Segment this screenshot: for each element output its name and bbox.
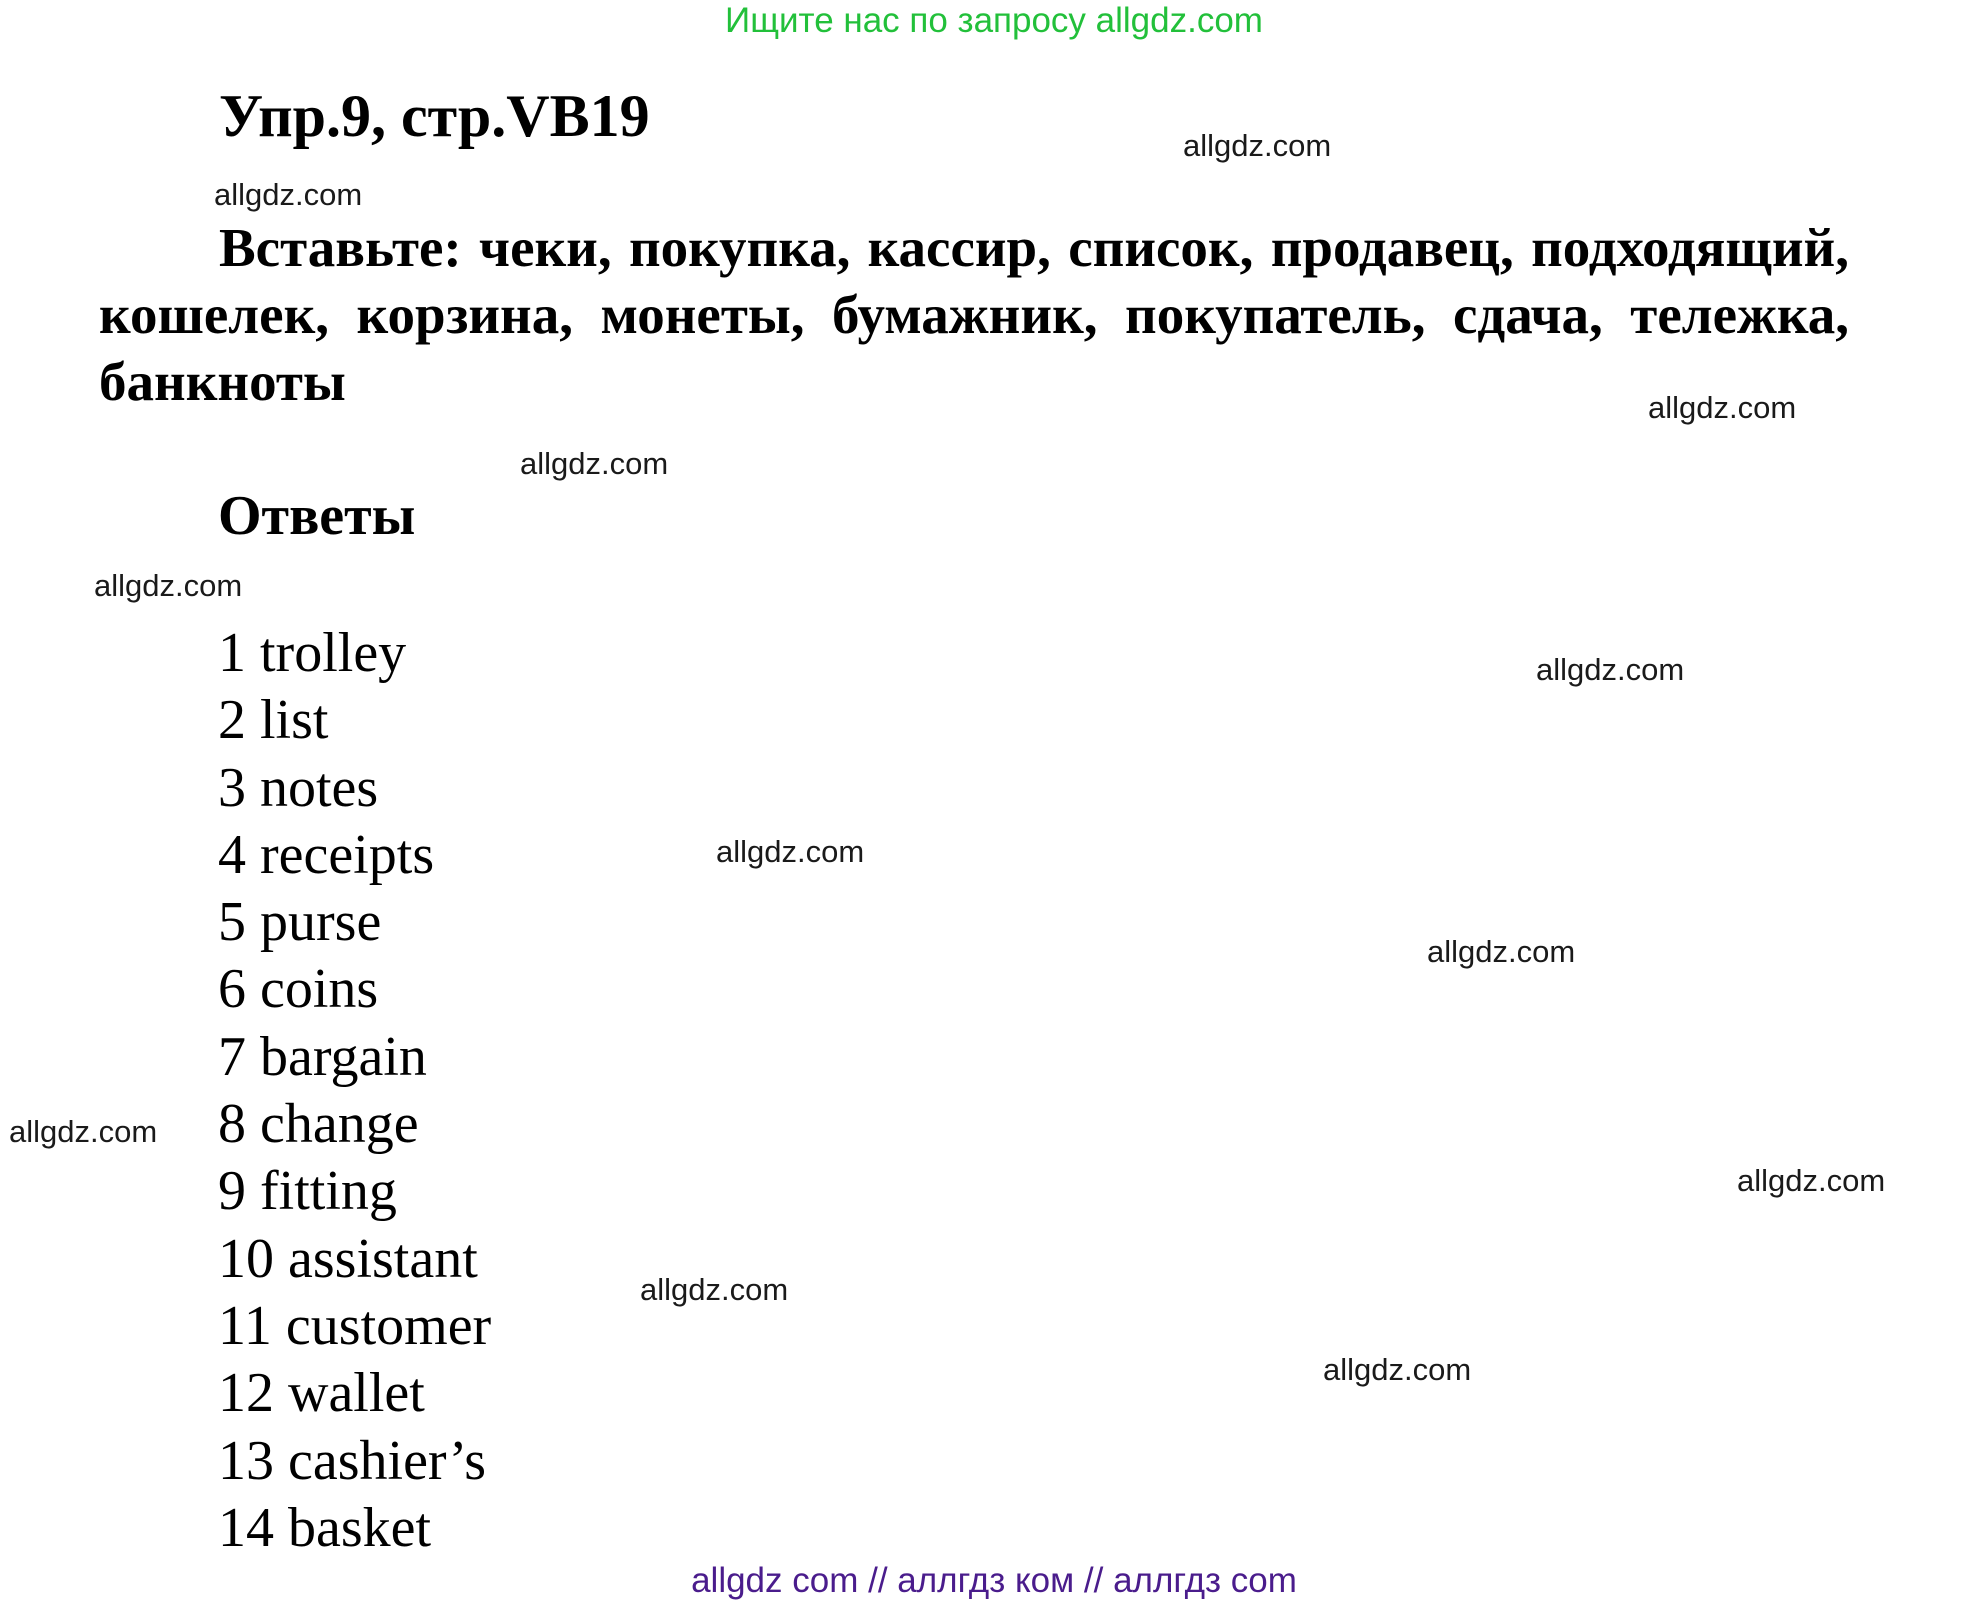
- answer-item: 9 fitting: [218, 1160, 397, 1223]
- watermark: allgdz.com: [520, 446, 669, 481]
- answer-item: 13 cashier’s: [218, 1429, 486, 1492]
- exercise-title: Упр.9, стр.VB19: [219, 83, 650, 149]
- answers-heading: Ответы: [218, 485, 416, 547]
- answer-item: 11 customer: [218, 1294, 492, 1357]
- answer-item: 8 change: [218, 1093, 419, 1156]
- watermark: allgdz.com: [1536, 652, 1685, 687]
- answer-item: 1 trolley: [218, 622, 407, 684]
- watermark: allgdz.com: [1737, 1163, 1886, 1198]
- watermark: allgdz.com: [640, 1272, 789, 1307]
- answer-item: 12 wallet: [218, 1362, 425, 1425]
- watermark: allgdz.com: [1183, 128, 1332, 163]
- answers-list: [218, 620, 491, 1562]
- answer-item: 5 purse: [218, 891, 382, 954]
- answer-item: 4 receipts: [218, 823, 435, 886]
- watermark: allgdz.com: [1427, 934, 1576, 969]
- answer-item: 7 bargain: [218, 1025, 427, 1088]
- footer-banner[interactable]: allgdz com // аллгдз ком // аллгдз com: [691, 1561, 1297, 1600]
- watermark: allgdz.com: [214, 177, 363, 212]
- top-banner[interactable]: Ищите нас по запросу allgdz.com: [725, 1, 1263, 40]
- watermark: allgdz.com: [9, 1114, 158, 1149]
- watermark: allgdz.com: [716, 834, 865, 869]
- answer-item: 6 coins: [218, 958, 379, 1021]
- watermark: allgdz.com: [94, 568, 243, 603]
- exercise-instructions: Вставьте: чеки, покупка, кассир, список, продавец, подходящий, кошелек, корзина, монеты, бумажник, покупатель, сдача, тележка, банкноты: [99, 217, 1849, 412]
- watermark: allgdz.com: [1323, 1352, 1472, 1387]
- answer-item: 3 notes: [218, 756, 379, 819]
- watermark: allgdz.com: [1648, 390, 1797, 425]
- answer-item: 14 basket: [218, 1496, 432, 1559]
- answer-item: 2 list: [218, 689, 329, 752]
- answer-item: 10 assistant: [218, 1227, 478, 1290]
